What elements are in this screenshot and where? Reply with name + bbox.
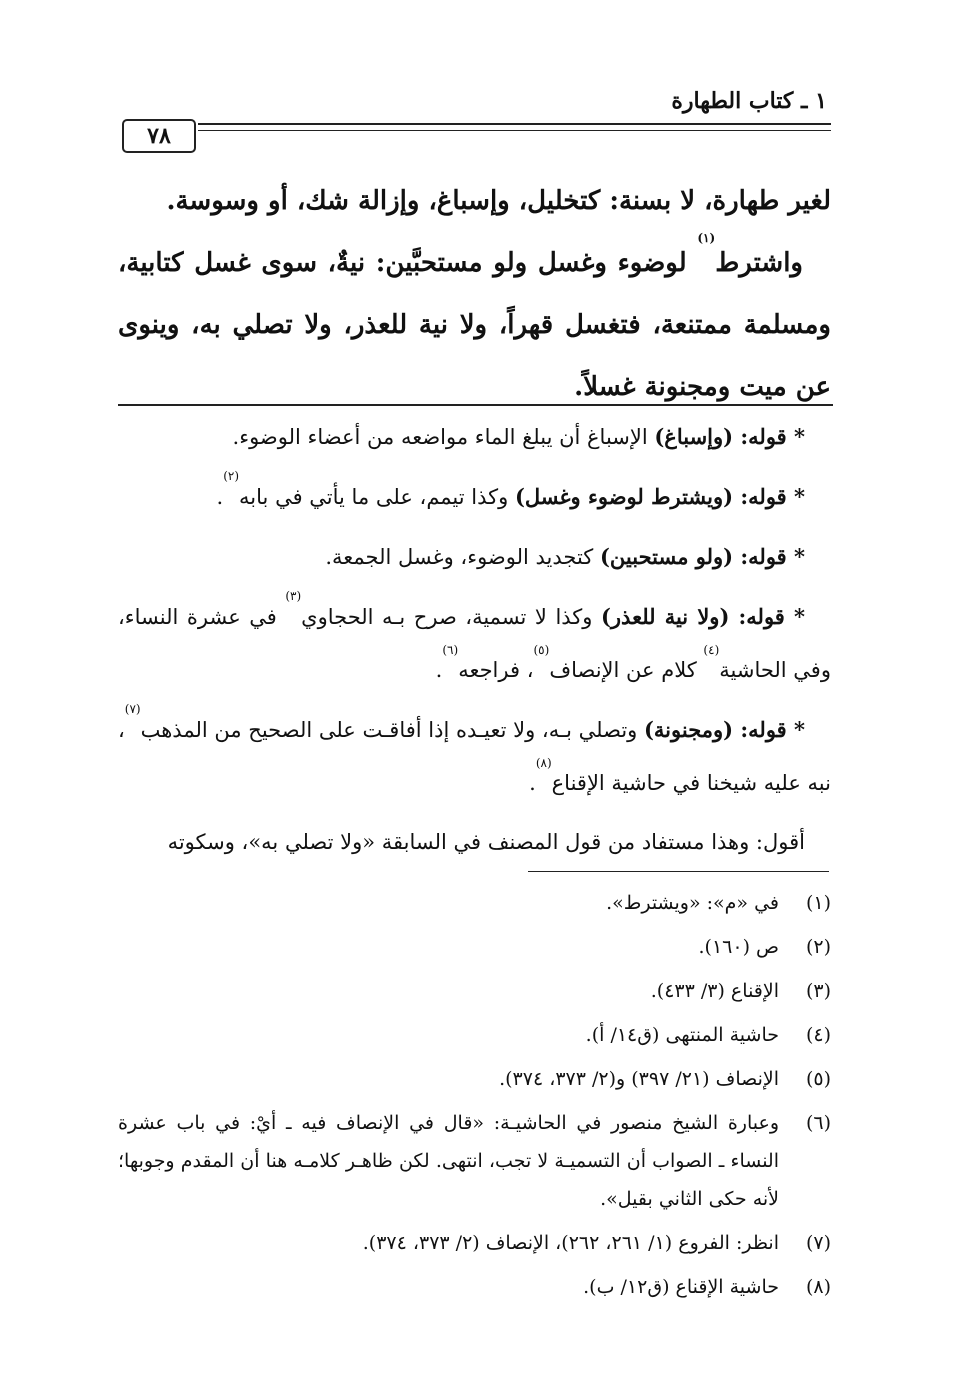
footnotes (118, 884, 831, 1312)
sharh-text (118, 410, 831, 869)
footnote-ref: (٦) (442, 643, 459, 657)
footnote-number: (٢) (805, 936, 831, 958)
footnote-1 (118, 884, 831, 922)
running-head: ١ ـ كتاب الطهارة (671, 88, 827, 114)
comment-body: وكذا لا تسمية، صرح بـه الحجاوي (301, 605, 601, 629)
footnote-7 (118, 1224, 831, 1262)
quoted-phrase: (ومجنونة) (643, 717, 741, 742)
comment-4 (118, 590, 831, 697)
comment-body: . (435, 658, 443, 682)
comment-body: . (529, 771, 536, 795)
comment-3 (118, 530, 831, 584)
quoted-phrase: (وإسباغ) (654, 424, 741, 449)
header-rule-thin (198, 130, 831, 131)
comment-body: في عشرة النساء، وفي الحاشية (118, 605, 831, 682)
footnote-separator (528, 871, 829, 872)
footnote-text: الإقناع (٣/ ٤٣٣). (650, 980, 779, 1002)
comment-1 (118, 410, 831, 464)
footnote-ref: (١) (697, 231, 716, 245)
footnote-number: (٤) (805, 1024, 831, 1046)
footnote-ref: (٥) (533, 643, 550, 657)
quoted-phrase: (ولا نية للعذر) (600, 604, 739, 629)
matn-text (118, 170, 831, 418)
comment-body: ، فراجعه (458, 658, 534, 682)
footnote-8 (118, 1268, 831, 1306)
comment-lead: * قوله: (738, 604, 805, 629)
footnote-6 (118, 1104, 831, 1218)
comment-lead: * قوله: (740, 717, 805, 742)
footnote-number: (٨) (805, 1276, 831, 1298)
matn-paragraph-2 (118, 232, 831, 418)
footnote-number: (٦) (805, 1112, 831, 1134)
footnote-text: حاشية الإقناع (ق١٢/ ب). (583, 1276, 779, 1298)
comment-body: كتجديد الوضوء، وغسل الجمعة. (325, 545, 600, 569)
comment-lead: * قوله: (740, 544, 805, 569)
comment-6: أقول: وهذا مستفاد من قول المصنف في السابقة «ولا تصلي به»، وسكوته (167, 830, 805, 854)
quoted-phrase: (ولو مستحبين) (599, 544, 741, 569)
matn-text-run: لوضوء وغسل ولو مستحبَّين: نيةٌ، سوى غسل كتابية، ومسلمة ممتنعة، فتغسل قهراً، ولا نية للعذر، ولا تصلي به، وينوى عن ميت ومجنونة غسلاً. (118, 248, 831, 402)
comment-body: ، نبه عليه شيخنا في حاشية الإقناع (118, 718, 831, 795)
footnote-number: (١) (805, 892, 831, 914)
page-number: ٧٨ (122, 119, 196, 153)
footnote-text: ص (١٦٠). (698, 936, 779, 958)
footnote-text: انظر: الفروع (١/ ٢٦١، ٢٦٢)، الإنصاف (٢/ ٣٧٣، ٣٧٤). (362, 1232, 779, 1254)
footnote-3 (118, 972, 831, 1010)
comment-body: . (216, 485, 224, 509)
comment-2 (118, 470, 831, 524)
comment-body: وكذا تيمم، على ما يأتي في بابه (239, 485, 515, 509)
comment-lead: * قوله: (740, 484, 805, 509)
footnote-text: في «م»: «ويشترط». (606, 892, 779, 914)
comment-lead: * قوله: (740, 424, 805, 449)
quoted-phrase: (ويشترط لوضوء وغسل) (514, 484, 741, 509)
footnote-4 (118, 1016, 831, 1054)
footnote-number: (٧) (805, 1232, 831, 1254)
footnote-2 (118, 928, 831, 966)
comment-body: الإسباغ أن يبلغ الماء مواضعه من أعضاء الوضوء. (232, 425, 655, 449)
footnote-ref: (٣) (285, 589, 302, 603)
comment-body: وتصلي بـه، ولا تعيـده إذا أفاقـت على الصحيح من المذهب (140, 718, 644, 742)
comment-5 (118, 703, 831, 810)
footnote-ref: (٤) (703, 643, 720, 657)
footnote-ref: (٧) (124, 702, 141, 716)
footnote-ref: (٢) (223, 469, 240, 483)
footnote-number: (٣) (805, 980, 831, 1002)
footnote-5 (118, 1060, 831, 1098)
footnote-number: (٥) (805, 1068, 831, 1090)
footnote-text: الإنصاف (٢١/ ٣٩٧) و(٢/ ٣٧٣، ٣٧٤). (499, 1068, 779, 1090)
matn-text-run: واشترط (715, 248, 803, 278)
matn-separator (118, 404, 833, 406)
matn-line-1: لغير طهارة، لا بسنة: كتخليل، وإسباغ، وإزالة شك، أو وسوسة. (166, 186, 831, 216)
header-rule (198, 123, 831, 125)
comment-body: كلام عن الإنصاف (549, 658, 704, 682)
footnote-text: وعبارة الشيخ منصور في الحاشيـة: «قال في الإنصاف فيه ـ أيْ: في باب عشرة النساء ـ الصواب أن التسميـة لا تجب، انتهى. لكن ظاهـر كلامـه هنا أن المقدم وجوبها؛ لأنه حكى الثاني بقيل». (118, 1112, 779, 1210)
footnote-ref: (٨) (535, 756, 552, 770)
footnote-text: حاشية المنتهى (ق١٤/ أ). (585, 1024, 779, 1046)
